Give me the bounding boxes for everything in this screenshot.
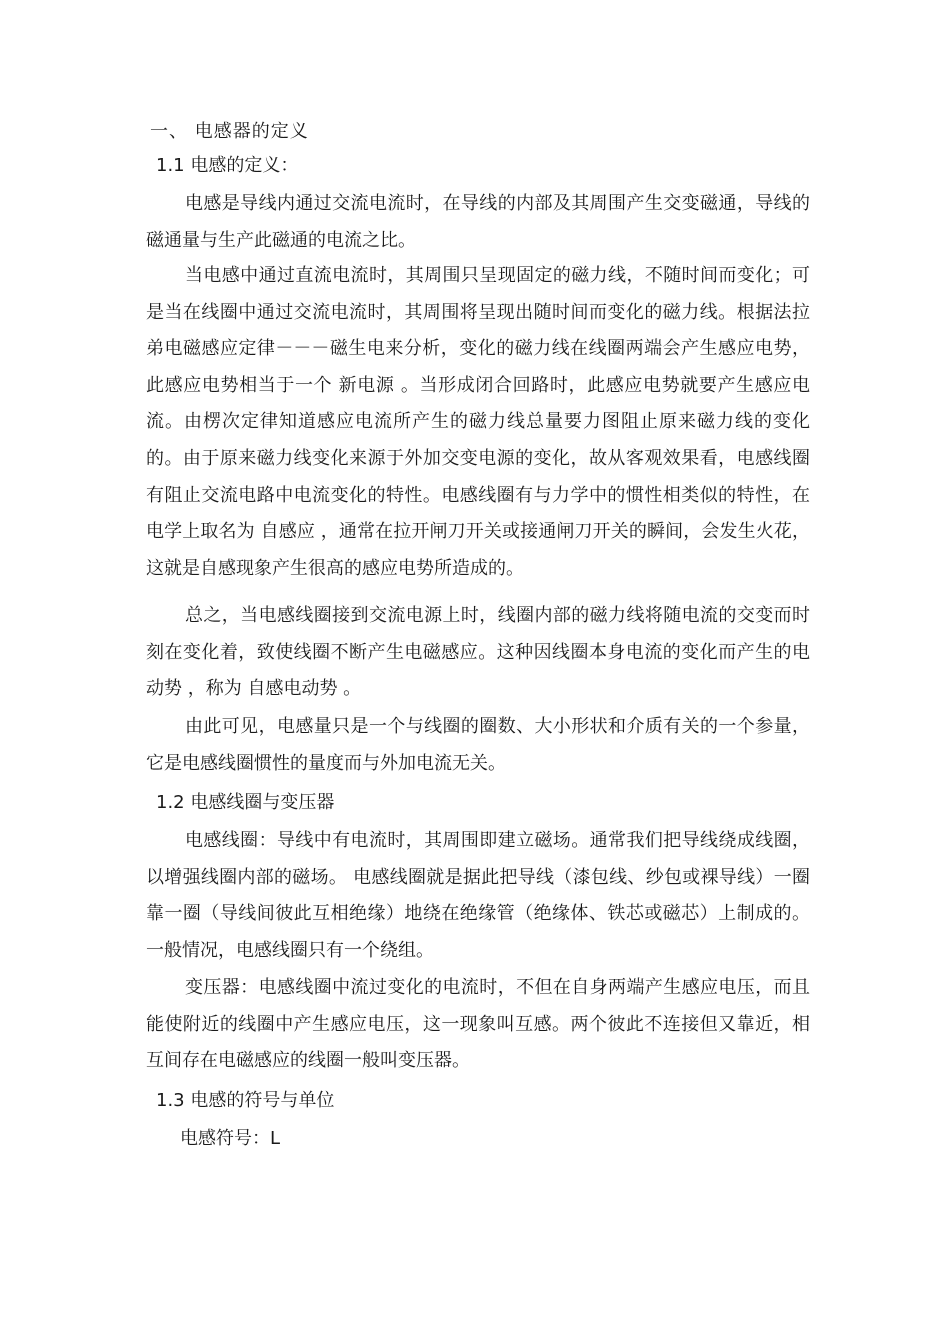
paragraph-1-2-2: 变压器：电感线圈中流过变化的电流时，不但在自身两端产生感应电压，而且能使附近的线圈中产生感应电压，这一现象叫互感。两个彼此不连接但又靠近，相互间存在电磁感应的线圈一般叫变压器。: [146, 977, 810, 1072]
paragraph-1-2-1: 电感线圈：导线中有电流时，其周围即建立磁场。通常我们把导线绕成线圈，以增强线圈内部的磁场。 电感线圈就是据此把导线（漆包线、纱包或裸导线）一圈靠一圈（导线间彼此互相绝缘）地绕在绝缘管（绝缘体、铁芯或磁芯）上制成的。一般情况，电感线圈只有一个绕组。: [146, 830, 810, 961]
paragraph-1-1-3: 总之，当电感线圈接到交流电源上时，线圈内部的磁力线将随电流的交变而时刻在变化着，致使线圈不断产生电磁感应。这种因线圈本身电流的变化而产生的电动势 ，称为 自感电动势 。: [146, 605, 810, 700]
section-title: 一、 电感器的定义: [150, 121, 309, 142]
paragraph-1-1-2: 当电感中通过直流电流时，其周围只呈现固定的磁力线，不随时间而变化；可是当在线圈中通过交流电流时，其周围将呈现出随时间而变化的磁力线。根据法拉弟电磁感应定律－－－磁生电来分析，变化的磁力线在线圈两端会产生感应电势，此感应电势相当于一个 新电源 。当形成闭合回路时，此感应电势就要产生感应电流。由楞次定律知道感应电流所产生的磁力线总量要力图阻止原来磁力线的变化的。由于原来磁力线变化来源于外加交变电源的变化，故从客观效果看，电感线圈有阻止交流电路中电流变化的特性。电感线圈有与力学中的惯性相类似的特性，在电学上取名为 自感应 ，通常在拉开闸刀开关或接通闸刀开关的瞬间，会发生火花，这就是自感现象产生很高的感应电势所造成的。: [146, 265, 810, 579]
inductance-symbol-line: 电感符号：L: [180, 1128, 281, 1149]
subsection-1-2-title: 1.2 电感线圈与变压器: [156, 792, 335, 813]
paragraph-1-1-4: 由此可见，电感量只是一个与线圈的圈数、大小形状和介质有关的一个参量，它是电感线圈惯性的量度而与外加电流无关。: [146, 716, 810, 774]
subsection-1-3-title: 1.3 电感的符号与单位: [156, 1090, 335, 1111]
subsection-1-1-title: 1.1 电感的定义：: [156, 155, 299, 176]
paragraph-1-1-1: 电感是导线内通过交流电流时，在导线的内部及其周围产生交变磁通，导线的磁通量与生产此磁通的电流之比。: [146, 193, 810, 251]
